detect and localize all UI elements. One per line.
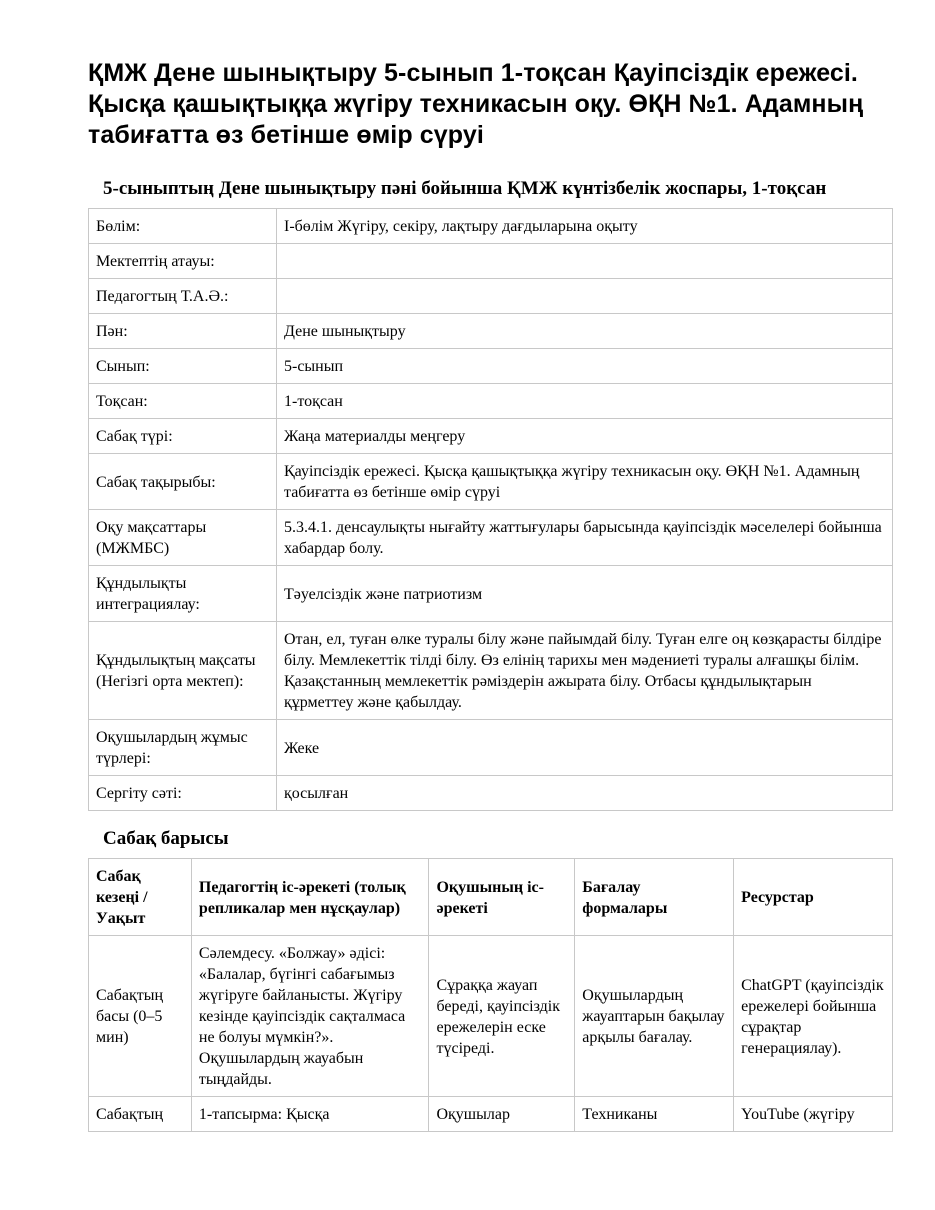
info-label: Сабақ тақырыбы: <box>89 454 277 510</box>
info-label: Тоқсан: <box>89 384 277 419</box>
info-row <box>89 776 893 811</box>
info-label: Педагогтың Т.А.Ә.: <box>89 279 277 314</box>
plan-subtitle: 5-сыныптың Дене шынықтыру пәні бойынша ҚМЖ күнтізбелік жоспары, 1-тоқсан <box>103 178 827 199</box>
info-value: Отан, ел, туған өлке туралы білу және пайымдай білу. Туған елге оң көзқарасты білдіре білу. Мемлекеттік тілді білу. Өз елінің тарихы мен мәдениеті туралы алғашқы білім. Қазақстанның мемлекеттік рәміздерін ажырата білу. Отбасы құндылықтарын құрметтеу және қабылдау. <box>277 622 893 720</box>
info-row <box>89 314 893 349</box>
info-label: Бөлім: <box>89 209 277 244</box>
info-label: Құндылықтың мақсаты (Негізгі орта мектеп): <box>89 622 277 720</box>
document-title: ҚМЖ Дене шынықтыру 5-сынып 1-тоқсан Қауіпсіздік ережесі. Қысқа қашықтыққа жүгіру техникасын оқу. ӨҚН №1. Адамның табиғатта өз бетінше өмір сүруі <box>88 59 864 149</box>
lesson-cell: Техниканы <box>575 1097 734 1132</box>
lesson-cell: 1-тапсырма: Қысқа <box>191 1097 429 1132</box>
info-table <box>88 208 893 811</box>
info-row <box>89 720 893 776</box>
info-label: Оқушылардың жұмыс түрлері: <box>89 720 277 776</box>
info-value: Тәуелсіздік және патриотизм <box>277 566 893 622</box>
info-value: 5.3.4.1. денсаулықты нығайту жаттығулары барысында қауіпсіздік мәселелері бойынша хабардар болу. <box>277 510 893 566</box>
lesson-cell: Оқушылар <box>429 1097 575 1132</box>
lesson-column-header: Оқушының іс-әрекеті <box>429 859 575 936</box>
info-label: Мектептің атауы: <box>89 244 277 279</box>
lesson-column-header: Ресурстар <box>734 859 893 936</box>
lesson-cell: Оқушылардың жауаптарын бақылау арқылы бағалау. <box>575 936 734 1097</box>
info-row <box>89 384 893 419</box>
info-label: Оқу мақсаттары (МЖМБС) <box>89 510 277 566</box>
info-value: Қауіпсіздік ережесі. Қысқа қашықтыққа жүгіру техникасын оқу. ӨҚН №1. Адамның табиғатта өз бетінше өмір сүруі <box>277 454 893 510</box>
info-row <box>89 349 893 384</box>
info-value <box>277 279 893 314</box>
lesson-column-header: Бағалау формалары <box>575 859 734 936</box>
info-row <box>89 454 893 510</box>
lesson-heading: Сабақ барысы <box>103 828 229 849</box>
lesson-cell: ChatGPT (қауіпсіздік ережелері бойынша сұрақтар генерациялау). <box>734 936 893 1097</box>
info-value: Жеке <box>277 720 893 776</box>
lesson-column-header: Педагогтің іс-әрекеті (толық репликалар мен нұсқаулар) <box>191 859 429 936</box>
info-row <box>89 209 893 244</box>
info-label: Құндылықты интеграциялау: <box>89 566 277 622</box>
info-label: Сергіту сәті: <box>89 776 277 811</box>
info-row <box>89 566 893 622</box>
info-label: Сабақ түрі: <box>89 419 277 454</box>
lesson-column-header: Сабақ кезеңі / Уақыт <box>89 859 192 936</box>
document-page <box>88 58 893 1132</box>
lesson-header-row <box>89 859 893 936</box>
lesson-row <box>89 936 893 1097</box>
info-value: қосылған <box>277 776 893 811</box>
info-value: 1-тоқсан <box>277 384 893 419</box>
info-value <box>277 244 893 279</box>
info-row <box>89 244 893 279</box>
info-row <box>89 419 893 454</box>
info-row <box>89 279 893 314</box>
info-row <box>89 622 893 720</box>
info-label: Пән: <box>89 314 277 349</box>
lesson-cell: Сұраққа жауап береді, қауіпсіздік ережелерін еске түсіреді. <box>429 936 575 1097</box>
info-value: Жаңа материалды меңгеру <box>277 419 893 454</box>
info-value: I-бөлім Жүгіру, секіру, лақтыру дағдыларына оқыту <box>277 209 893 244</box>
lesson-cell: YouTube (жүгіру <box>734 1097 893 1132</box>
lesson-cell: Сабақтың басы (0–5 мин) <box>89 936 192 1097</box>
lesson-cell: Сәлемдесу. «Болжау» әдісі: «Балалар, бүгінгі сабағымыз жүгіруге байланысты. Жүгіру кезінде қауіпсіздік сақталмаса не болуы мүмкін?». Оқушылардың жауабын тыңдайды. <box>191 936 429 1097</box>
info-row <box>89 510 893 566</box>
lesson-table <box>88 858 893 1132</box>
lesson-cell: Сабақтың <box>89 1097 192 1132</box>
lesson-row <box>89 1097 893 1132</box>
info-value: 5-сынып <box>277 349 893 384</box>
info-label: Сынып: <box>89 349 277 384</box>
info-value: Дене шынықтыру <box>277 314 893 349</box>
